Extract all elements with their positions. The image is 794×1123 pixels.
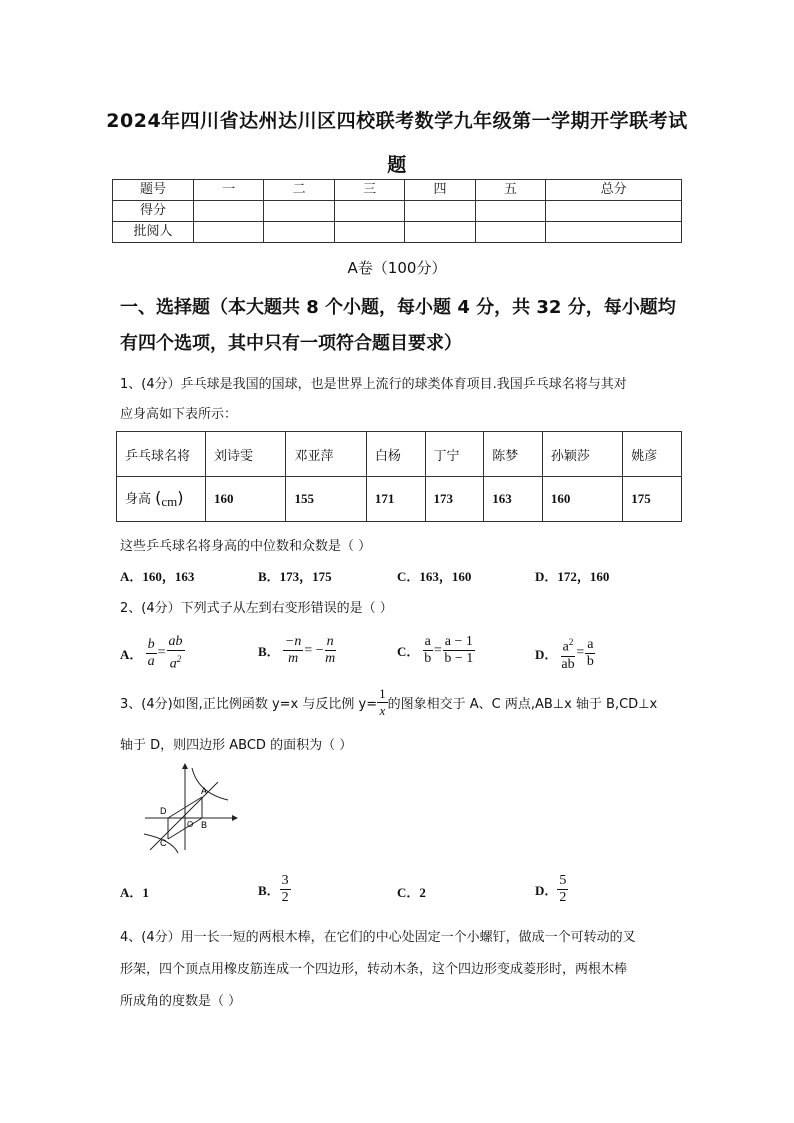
- q3-option-a[interactable]: A．1: [120, 885, 149, 900]
- point-b-label: B: [201, 820, 208, 830]
- height-label-text: 身高: [125, 492, 152, 507]
- question-1-line1: 1、(4分）乒乓球是我国的国球，也是世界上流行的球类体育项目.我国乒乓球名将与其对: [120, 377, 627, 392]
- score-cell[interactable]: [334, 222, 404, 243]
- q2-option-d[interactable]: D． $\frac{a^2}{ab}$ = $\frac{a}{b}$: [535, 634, 595, 673]
- fraction: $\frac{5}{2}$: [559, 873, 567, 905]
- player-height-value: 163: [484, 477, 543, 522]
- x-axis-arrow: [232, 815, 238, 821]
- question-1-stem: [120, 370, 680, 430]
- score-row-label: 得分: [113, 201, 194, 222]
- player-height-value: 173: [425, 477, 484, 522]
- score-header-cell: 题号: [113, 180, 194, 201]
- q3-option-d[interactable]: D． $\frac{5}{2}$: [535, 873, 567, 905]
- score-header-cell: 三: [334, 180, 404, 201]
- q2-option-b[interactable]: B． $\frac{-n}{m}$ = − $\frac{n}{m}$: [258, 634, 336, 666]
- q2-option-a[interactable]: A． $\frac{b}{a}$ = $\frac{ab}{a^2}$: [120, 634, 183, 672]
- player-height-value: 160: [206, 477, 286, 522]
- q1-option-c[interactable]: C．163，160: [397, 569, 472, 584]
- player-table-cell: 姚彦: [623, 432, 682, 477]
- score-header-cell: 总分: [546, 180, 682, 201]
- fraction: $\frac{a^2}{ab}$: [561, 634, 576, 673]
- score-cell[interactable]: [194, 201, 264, 222]
- part1-heading-line2: 有四个选项，其中只有一项符合题目要求）: [120, 333, 462, 354]
- question-2-stem: 2、(4分）下列式子从左到右变形错误的是（ ）: [120, 601, 393, 616]
- hyperbola-branch-q1: [192, 768, 228, 800]
- part1-heading: [120, 290, 680, 362]
- question-3-stem: [120, 686, 690, 719]
- question-1-prompt: 这些乒乓球名将身高的中位数和众数是（ ）: [120, 539, 372, 554]
- section-a-heading: A卷（100分）: [347, 259, 447, 277]
- player-height-value: 171: [366, 477, 425, 522]
- q2-a-label: A．: [120, 646, 143, 662]
- score-table-header-row: [113, 180, 682, 201]
- player-table-cell: 孙颖莎: [542, 432, 622, 477]
- player-table-cell: 刘诗雯: [206, 432, 286, 477]
- score-header-cell: 二: [264, 180, 334, 201]
- score-header-cell: 一: [194, 180, 264, 201]
- score-table: [112, 179, 682, 243]
- point-c-label: C: [160, 838, 167, 848]
- player-table-cell: 白杨: [366, 432, 425, 477]
- height-unit: cm: [161, 494, 178, 509]
- score-cell[interactable]: [475, 222, 545, 243]
- score-table-row: [113, 222, 682, 243]
- score-header-cell: 四: [405, 180, 475, 201]
- q3-option-c[interactable]: C．2: [397, 885, 426, 900]
- player-height-value: 160: [542, 477, 622, 522]
- question-4-line3: 所成角的度数是（ ）: [120, 994, 242, 1009]
- fraction: $\frac{ab}{a^2}$: [168, 634, 183, 672]
- fraction: $\frac{3}{2}$: [281, 873, 289, 905]
- q3-option-b[interactable]: B． $\frac{3}{2}$: [258, 873, 289, 905]
- question-4-stem: [120, 922, 680, 1018]
- player-table-cell: 丁宁: [425, 432, 484, 477]
- q2-d-label: D．: [535, 646, 558, 662]
- score-cell[interactable]: [264, 222, 334, 243]
- q2-c-label: C．: [397, 644, 420, 659]
- point-a-label: A: [201, 786, 208, 796]
- question-3-line2: 轴于 D，则四边形 ABCD 的面积为（ ）: [120, 738, 353, 753]
- q3-figure: [140, 760, 240, 855]
- player-table-cell: 陈梦: [484, 432, 543, 477]
- point-d-label: D: [160, 806, 167, 816]
- question-4-line1: 4、(4分）用一长一短的两根木棒，在它们的中心处固定一个小螺钉，做成一个可转动的叉: [120, 930, 636, 945]
- player-table-height-row: [117, 477, 682, 522]
- origin-label: O: [187, 820, 194, 829]
- player-table-cell: 乒乓球名将: [117, 432, 206, 477]
- player-height-value: 155: [286, 477, 366, 522]
- q1-option-a[interactable]: A．160，163: [120, 569, 195, 584]
- y-axis-arrow: [182, 763, 188, 769]
- q1-option-d[interactable]: D．172，160: [535, 569, 610, 584]
- score-row-label: 批阅人: [113, 222, 194, 243]
- score-header-cell: 五: [475, 180, 545, 201]
- exam-title-line1: 2024年四川省达州达川区四校联考数学九年级第一学期开学联考试: [106, 110, 688, 132]
- score-cell[interactable]: [264, 201, 334, 222]
- player-table-cell: 邓亚萍: [286, 432, 366, 477]
- fraction: $\frac{b}{a}$: [147, 636, 155, 669]
- fraction: $\frac{a}{b}$: [586, 636, 594, 669]
- part1-heading-line1: 一、选择题（本大题共 8 个小题，每小题 4 分，共 32 分，每小题均: [120, 297, 676, 318]
- score-cell[interactable]: [546, 201, 682, 222]
- question-4-line2: 形架，四个顶点用橡皮筋连成一个四边形，转动木条，这个四边形变成菱形时，两根木棒: [120, 962, 628, 977]
- score-cell[interactable]: [334, 201, 404, 222]
- q3-stem-a: 3、(4分)如图,正比例函数 y=x 与反比例 y=: [120, 697, 378, 712]
- fraction: $\frac{a - 1}{b - 1}$: [444, 634, 474, 666]
- player-height-label: 身高 (cm): [117, 477, 206, 522]
- exam-title-line2: 题: [387, 154, 407, 176]
- fraction: $\frac{n}{m}$: [325, 634, 336, 666]
- score-cell[interactable]: [194, 222, 264, 243]
- player-table-header-row: [117, 432, 682, 477]
- player-height-table: [116, 431, 682, 522]
- q3-stem-b: 的图象相交于 A、C 两点,AB⊥x 轴于 B,CD⊥x: [387, 697, 658, 712]
- question-1-line2: 应身高如下表所示：: [120, 407, 238, 422]
- player-height-value: 175: [623, 477, 682, 522]
- score-cell[interactable]: [405, 201, 475, 222]
- score-cell[interactable]: [546, 222, 682, 243]
- fraction: $\frac{a}{b}$: [424, 634, 432, 666]
- q1-option-b[interactable]: B．173，175: [258, 569, 332, 584]
- score-cell[interactable]: [405, 222, 475, 243]
- fraction: $\frac{1}{x}$: [379, 686, 386, 718]
- q2-b-label: B．: [258, 644, 280, 659]
- q2-option-c[interactable]: C． $\frac{a}{b}$ = $\frac{a - 1}{b - 1}$: [397, 634, 474, 666]
- score-table-row: [113, 201, 682, 222]
- score-cell[interactable]: [475, 201, 545, 222]
- fraction: $\frac{-n}{m}$: [284, 634, 302, 666]
